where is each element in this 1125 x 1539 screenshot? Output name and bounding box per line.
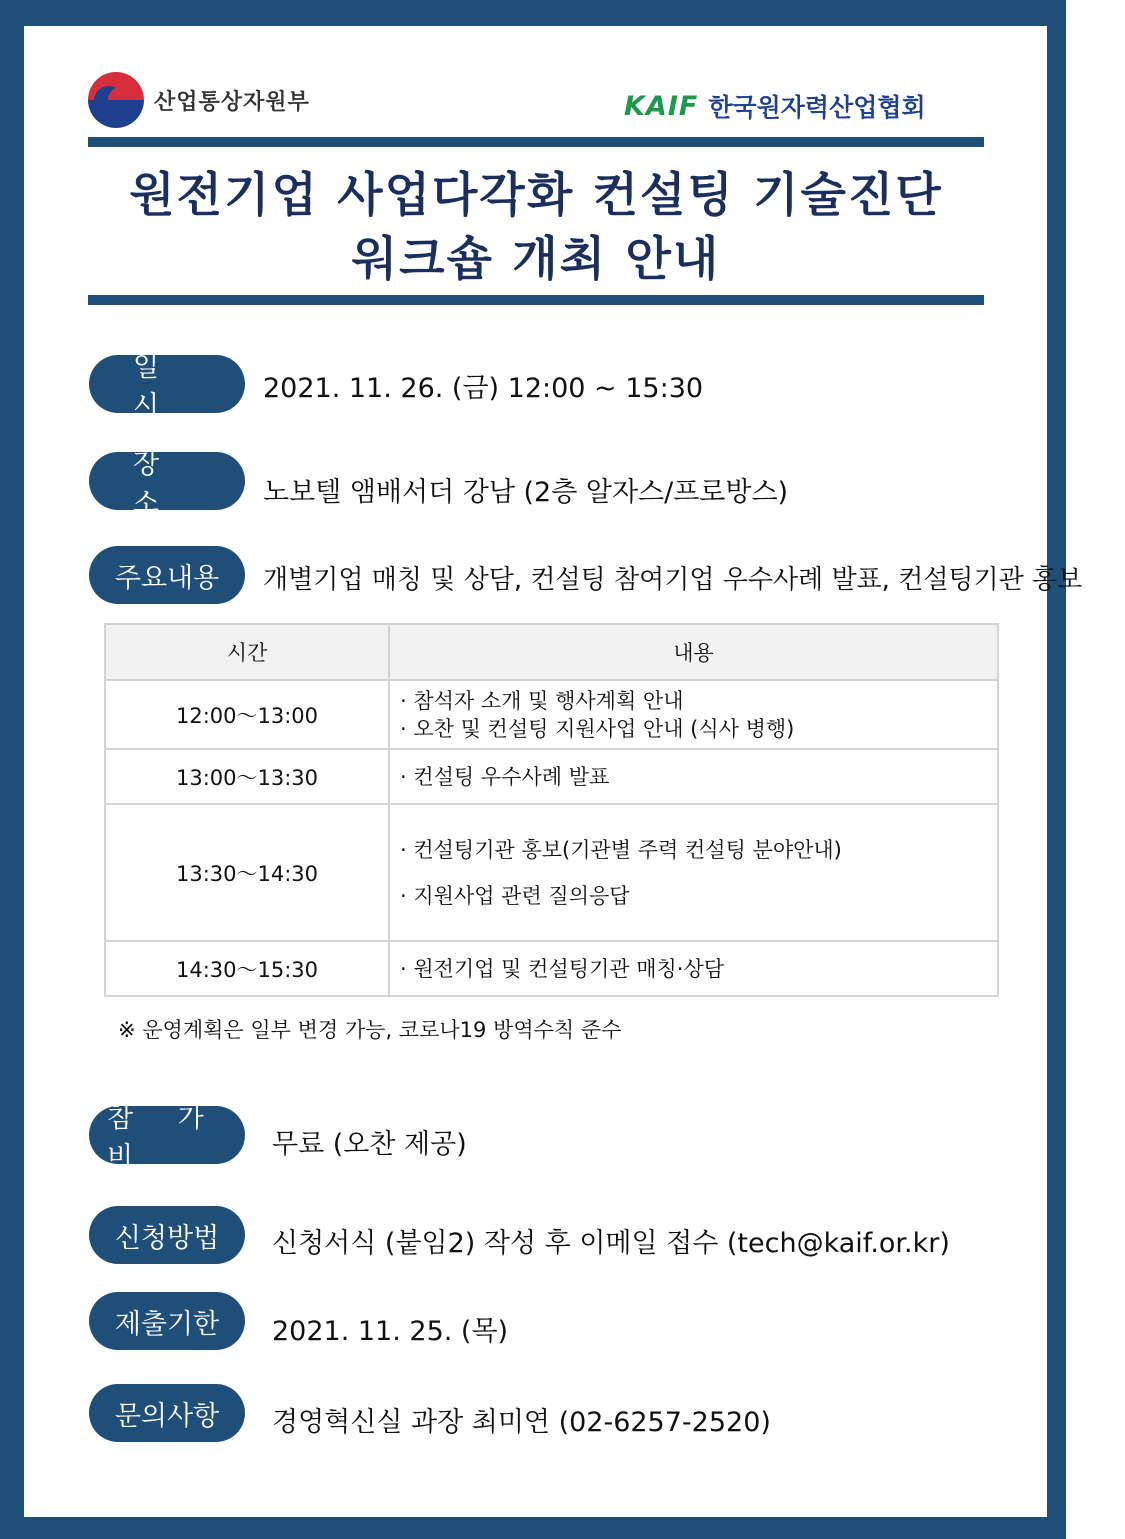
page-title-line1: 원전기업 사업다각화 컨설팅 기술진단 (129, 168, 943, 223)
taeguk-emblem-icon (88, 72, 144, 128)
table-row (105, 804, 998, 941)
table-row (105, 941, 998, 996)
row-time: 12:00～13:00 (105, 680, 389, 749)
place-label: 장 소 (89, 452, 245, 510)
row-content (389, 749, 998, 804)
row-item: · 원전기업 및 컨설팅기관 매칭·상담 (400, 956, 725, 981)
header-time: 시간 (105, 624, 389, 680)
method-label: 신청방법 (89, 1206, 245, 1264)
header-content: 내용 (389, 624, 998, 680)
row-item: · 참석자 소개 및 행사계획 안내 (400, 688, 684, 713)
contact-value: 경영혁신실 과장 최미연 (02-6257-2520) (272, 1407, 771, 1438)
association-name: 한국원자력산업협회 (708, 93, 926, 122)
ministry-name: 산업통상자원부 (154, 89, 310, 115)
row-item: · 지원사업 관련 질의응답 (400, 883, 630, 908)
row-time: 14:30～15:30 (105, 941, 389, 996)
row-content (389, 804, 998, 941)
row-content (389, 680, 998, 749)
schedule-table (104, 623, 999, 997)
deadline-label: 제출기한 (89, 1292, 245, 1350)
schedule-note: ※ 운영계획은 일부 변경 가능, 코로나19 방역수칙 준수 (118, 1018, 622, 1042)
fee-label: 참 가 비 (89, 1106, 245, 1164)
title-bottom-rule (88, 295, 984, 305)
row-content (389, 941, 998, 996)
method-value: 신청서식 (붙임2) 작성 후 이메일 접수 (tech@kaif.or.kr) (272, 1228, 950, 1259)
content-value: 개별기업 매칭 및 상담, 컨설팅 참여기업 우수사례 발표, 컨설팅기관 홍보 (263, 565, 1083, 595)
row-time: 13:30～14:30 (105, 804, 389, 941)
row-item: · 컨설팅 우수사례 발표 (400, 764, 610, 789)
title-top-rule (88, 137, 984, 147)
table-row (105, 680, 998, 749)
row-item: · 컨설팅기관 홍보(기관별 주력 컨설팅 분야안내) (400, 837, 842, 862)
date-value: 2021. 11. 26. (금) 12:00 ~ 15:30 (263, 373, 704, 404)
schedule-header-row (105, 624, 998, 680)
place-value: 노보텔 앰배서더 강남 (2층 알자스/프로방스) (263, 477, 789, 508)
table-row (105, 749, 998, 804)
kaif-logo (624, 88, 926, 124)
kaif-wordmark: KAIF (624, 90, 699, 122)
fee-value: 무료 (오찬 제공) (272, 1129, 467, 1160)
ministry-logo (88, 72, 310, 128)
date-label: 일 시 (89, 355, 245, 413)
content-label: 주요내용 (89, 546, 245, 604)
page-title-line2: 워크숍 개최 안내 (351, 232, 721, 287)
row-time: 13:00～13:30 (105, 749, 389, 804)
contact-label: 문의사항 (89, 1384, 245, 1442)
row-item: · 오찬 및 컨설팅 지원사업 안내 (식사 병행) (400, 716, 795, 741)
deadline-value: 2021. 11. 25. (목) (272, 1316, 509, 1347)
